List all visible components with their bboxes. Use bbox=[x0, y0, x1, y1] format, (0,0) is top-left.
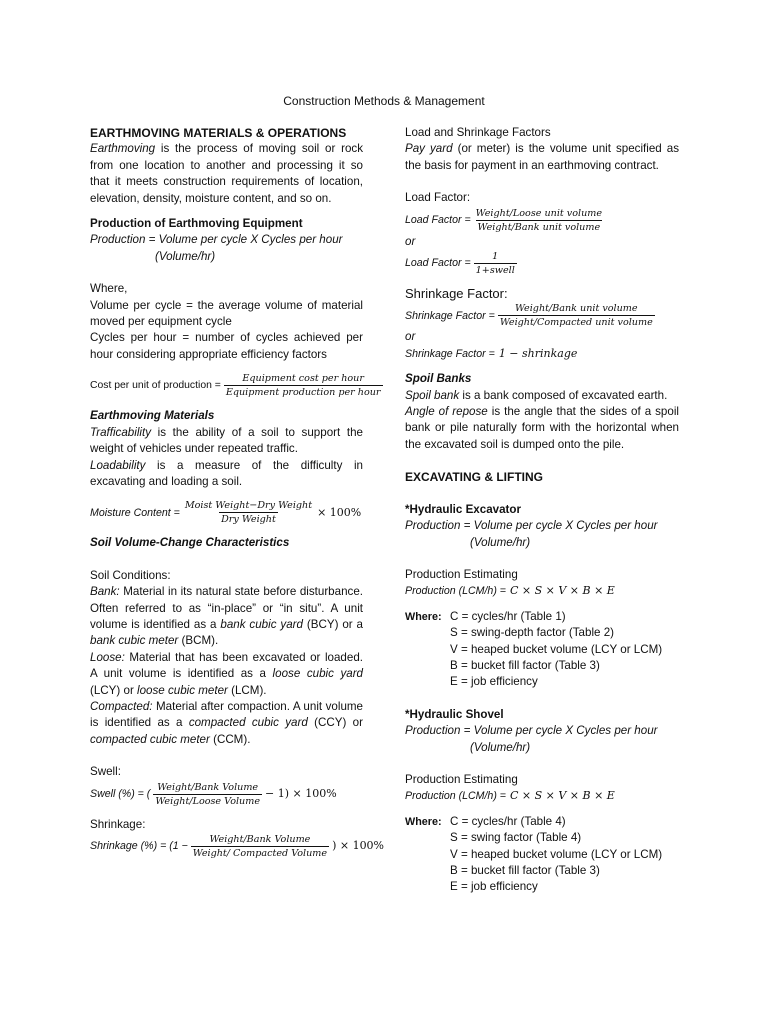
swell-tail: − 1) × 100% bbox=[265, 786, 337, 800]
cost-label: Cost per unit of production = bbox=[90, 379, 221, 391]
shovel-production-formula: Production = Volume per cycle X Cycles per hour bbox=[405, 724, 658, 738]
cost-denominator: Equipment production per hour bbox=[225, 387, 381, 399]
heading-materials: Earthmoving Materials bbox=[90, 409, 215, 423]
term-loadability: Loadability bbox=[90, 458, 146, 472]
cost-fraction bbox=[224, 372, 383, 399]
term-angle-of-repose: Angle of repose bbox=[405, 405, 488, 419]
list-item: B = bucket fill factor (Table 3) bbox=[450, 658, 600, 672]
trafficability-definition bbox=[90, 425, 363, 458]
list-item: B = bucket fill factor (Table 3) bbox=[450, 864, 600, 877]
shrinkage-fraction bbox=[191, 833, 329, 860]
production-unit: (Volume/hr) bbox=[155, 249, 216, 263]
loose-def-3: (LCM). bbox=[227, 683, 267, 697]
excavator-formula-label: Production (LCM/h) = bbox=[405, 585, 506, 598]
compacted-ccy: compacted cubic yard bbox=[188, 716, 308, 730]
excavator-where-label: Where: bbox=[405, 610, 442, 623]
heading-hydraulic-shovel: *Hydraulic Shovel bbox=[405, 707, 504, 721]
bank-bcy: bank cubic yard bbox=[220, 617, 303, 631]
bank-definition bbox=[90, 584, 363, 650]
soil-conditions-label: Soil Conditions: bbox=[90, 568, 171, 582]
term-spoil-bank: Spoil bank bbox=[405, 388, 460, 402]
term-payyard: Pay yard bbox=[405, 142, 453, 156]
shrinkage-numerator: Weight/Bank Volume bbox=[209, 834, 311, 845]
section-heading-excavating: EXCAVATING & LIFTING bbox=[405, 470, 543, 485]
term-bank: Bank: bbox=[90, 585, 120, 599]
excavator-estimating-formula bbox=[405, 583, 679, 599]
sf2-label: Shrinkage Factor = bbox=[405, 347, 495, 360]
sf-numerator: Weight/Bank unit volume bbox=[514, 303, 638, 315]
bank-def-2: (BCY) or a bbox=[302, 617, 364, 631]
shrinkage-factor-formula bbox=[405, 302, 679, 329]
right-column bbox=[405, 125, 679, 896]
lf2-label: Load Factor = bbox=[405, 257, 471, 270]
list-item: E = job efficiency bbox=[450, 675, 538, 689]
compacted-def-3: (CCM). bbox=[209, 732, 251, 746]
shovel-production-unit: (Volume/hr) bbox=[470, 740, 531, 754]
shovel-formula-math: C × S × V × B × E bbox=[509, 789, 615, 803]
sf-fraction bbox=[498, 302, 655, 329]
swell-heading: Swell: bbox=[90, 765, 121, 779]
load-factor-heading: Load Factor: bbox=[405, 191, 471, 205]
sf2-math: 1 − shrinkage bbox=[498, 346, 578, 360]
term-trafficability: Trafficability bbox=[90, 425, 151, 439]
lf2-fraction bbox=[474, 250, 517, 277]
shovel-where-list bbox=[405, 814, 679, 896]
shovel-estimating-formula bbox=[405, 788, 679, 804]
list-item: V = heaped bucket volume (LCY or LCM) bbox=[450, 642, 663, 656]
loose-def-1: Material that has been excavated or loaded. A unit volume is identified as a bbox=[90, 650, 363, 681]
list-item: E = job efficiency bbox=[450, 880, 538, 894]
lf-numerator: Weight/Loose unit volume bbox=[475, 207, 603, 219]
excavator-estimating-heading: Production Estimating bbox=[405, 567, 518, 581]
cost-numerator: Equipment cost per hour bbox=[242, 373, 364, 385]
swell-numerator: Weight/Bank Volume bbox=[157, 781, 259, 793]
or-1: or bbox=[405, 234, 416, 248]
load-factor-formula-2 bbox=[405, 250, 679, 277]
excavator-production-unit: (Volume/hr) bbox=[470, 535, 531, 549]
spoil-def-text: is a bank composed of excavated earth. bbox=[459, 388, 668, 402]
list-item: V = heaped bucket volume (LCY or LCM) bbox=[450, 847, 663, 861]
moisture-label: Moisture Content = bbox=[90, 506, 180, 519]
shrinkage-factor-formula-2 bbox=[405, 346, 679, 362]
lf-denominator: Weight/Bank unit volume bbox=[477, 221, 601, 233]
heading-volume-change: Soil Volume-Change Characteristics bbox=[90, 536, 290, 550]
heading-spoil-banks: Spoil Banks bbox=[405, 372, 472, 386]
earthmoving-definition bbox=[90, 141, 363, 207]
loose-definition bbox=[90, 650, 363, 699]
loose-lcm: loose cubic meter bbox=[137, 683, 228, 697]
lf-label: Load Factor = bbox=[405, 213, 471, 226]
production-formula: Production = Volume per cycle X Cycles per hour bbox=[90, 233, 343, 247]
moisture-numerator: Moist Weight−Dry Weight bbox=[184, 500, 313, 512]
page-title: Construction Methods & Management bbox=[283, 94, 485, 108]
sf-denominator: Weight/Compacted unit volume bbox=[499, 317, 653, 329]
lf2-numerator: 1 bbox=[492, 251, 499, 263]
or-2: or bbox=[405, 330, 416, 344]
moisture-formula bbox=[90, 499, 363, 526]
compacted-definition bbox=[90, 699, 363, 748]
cost-formula bbox=[90, 372, 381, 399]
earthmoving-def-text: is the process of moving soil or rock from one location to another and processing it so that it meets construction requirements of location, elevation, density, moisture content, and so on. bbox=[90, 142, 363, 205]
load-factor-formula bbox=[405, 207, 679, 234]
shovel-where-items bbox=[450, 814, 662, 896]
lf2-denominator: 1+swell bbox=[475, 265, 515, 277]
shrinkage-tail: ) × 100% bbox=[332, 839, 385, 853]
term-compacted: Compacted: bbox=[90, 699, 153, 713]
left-column bbox=[90, 125, 385, 860]
excavator-production-formula: Production = Volume per cycle X Cycles per hour bbox=[405, 519, 658, 533]
compacted-ccm: compacted cubic meter bbox=[90, 732, 210, 746]
term-earthmoving: Earthmoving bbox=[90, 142, 156, 156]
bank-def-1: Material in its natural state before disturbance. Often referred to as “in-place” or “in situ”. A unit volume is identified as a bbox=[90, 585, 363, 631]
payyard-def-text: (or meter) is the volume unit specified as the basis for payment in an earthmoving contract. bbox=[405, 142, 679, 172]
heading-load-shrinkage: Load and Shrinkage Factors bbox=[405, 126, 551, 139]
section-heading-earthmoving: EARTHMOVING MATERIALS & OPERATIONS bbox=[90, 126, 347, 140]
trafficability-def-text: is the ability of a soil to support the weight of vehicles under repeated traffic. bbox=[90, 425, 363, 456]
swell-label: Swell (%) = ( bbox=[90, 787, 151, 800]
loose-def-2: (LCY) or bbox=[90, 683, 138, 697]
repose-def-text: is the angle that the sides of a spoil bank or pile naturally form with the horizontal when the excavated soil is dumped onto the pile. bbox=[405, 405, 679, 451]
moisture-tail: × 100% bbox=[317, 505, 362, 519]
shrinkage-heading: Shrinkage: bbox=[90, 817, 146, 831]
heading-production: Production of Earthmoving Equipment bbox=[90, 217, 303, 231]
shrinkage-formula bbox=[90, 833, 385, 860]
where-label: Where, bbox=[90, 282, 128, 296]
repose-definition bbox=[405, 404, 679, 453]
sf-label: Shrinkage Factor = bbox=[405, 309, 495, 322]
swell-fraction bbox=[153, 781, 262, 808]
spoil-definition bbox=[405, 388, 679, 404]
cycles-per-hour-def: Cycles per hour = number of cycles achieved per hour considering appropriate efficiency factors bbox=[90, 331, 363, 361]
list-item: C = cycles/hr (Table 1) bbox=[450, 609, 566, 623]
excavator-where-list bbox=[405, 609, 679, 691]
payyard-definition bbox=[405, 141, 679, 174]
moisture-denominator: Dry Weight bbox=[221, 514, 276, 526]
volume-per-cycle-def: Volume per cycle = the average volume of material moved per equipment cycle bbox=[90, 298, 363, 329]
heading-hydraulic-excavator: *Hydraulic Excavator bbox=[405, 502, 521, 516]
lf-fraction bbox=[474, 207, 604, 234]
loadability-definition bbox=[90, 458, 363, 491]
excavator-where-items bbox=[450, 609, 662, 691]
list-item: C = cycles/hr (Table 4) bbox=[450, 814, 566, 828]
swell-denominator: Weight/Loose Volume bbox=[155, 795, 260, 807]
compacted-def-1: Material after compaction. A unit volume is identified as a bbox=[90, 699, 363, 730]
loose-lcy: loose cubic yard bbox=[272, 667, 363, 681]
swell-formula bbox=[90, 781, 363, 808]
list-item: S = swing-depth factor (Table 2) bbox=[450, 626, 615, 640]
bank-def-3: (BCM). bbox=[178, 634, 219, 648]
moisture-fraction bbox=[183, 499, 314, 526]
shovel-estimating-heading: Production Estimating bbox=[405, 772, 518, 786]
excavator-formula-math: C × S × V × B × E bbox=[509, 584, 615, 598]
loadability-def-text: is a measure of the difficulty in excavating and loading a soil. bbox=[90, 458, 363, 488]
shrinkage-label: Shrinkage (%) = (1 − bbox=[90, 840, 188, 853]
shovel-formula-label: Production (LCM/h) = bbox=[405, 790, 506, 803]
bank-bcm: bank cubic meter bbox=[90, 634, 179, 648]
list-item: S = swing factor (Table 4) bbox=[450, 831, 582, 845]
shovel-where-label: Where: bbox=[405, 815, 442, 828]
shrinkage-factor-heading: Shrinkage Factor: bbox=[405, 286, 508, 302]
shrinkage-denominator: Weight/ Compacted Volume bbox=[192, 848, 328, 859]
term-loose: Loose: bbox=[90, 650, 125, 664]
compacted-def-2: (CCY) or bbox=[307, 716, 363, 730]
